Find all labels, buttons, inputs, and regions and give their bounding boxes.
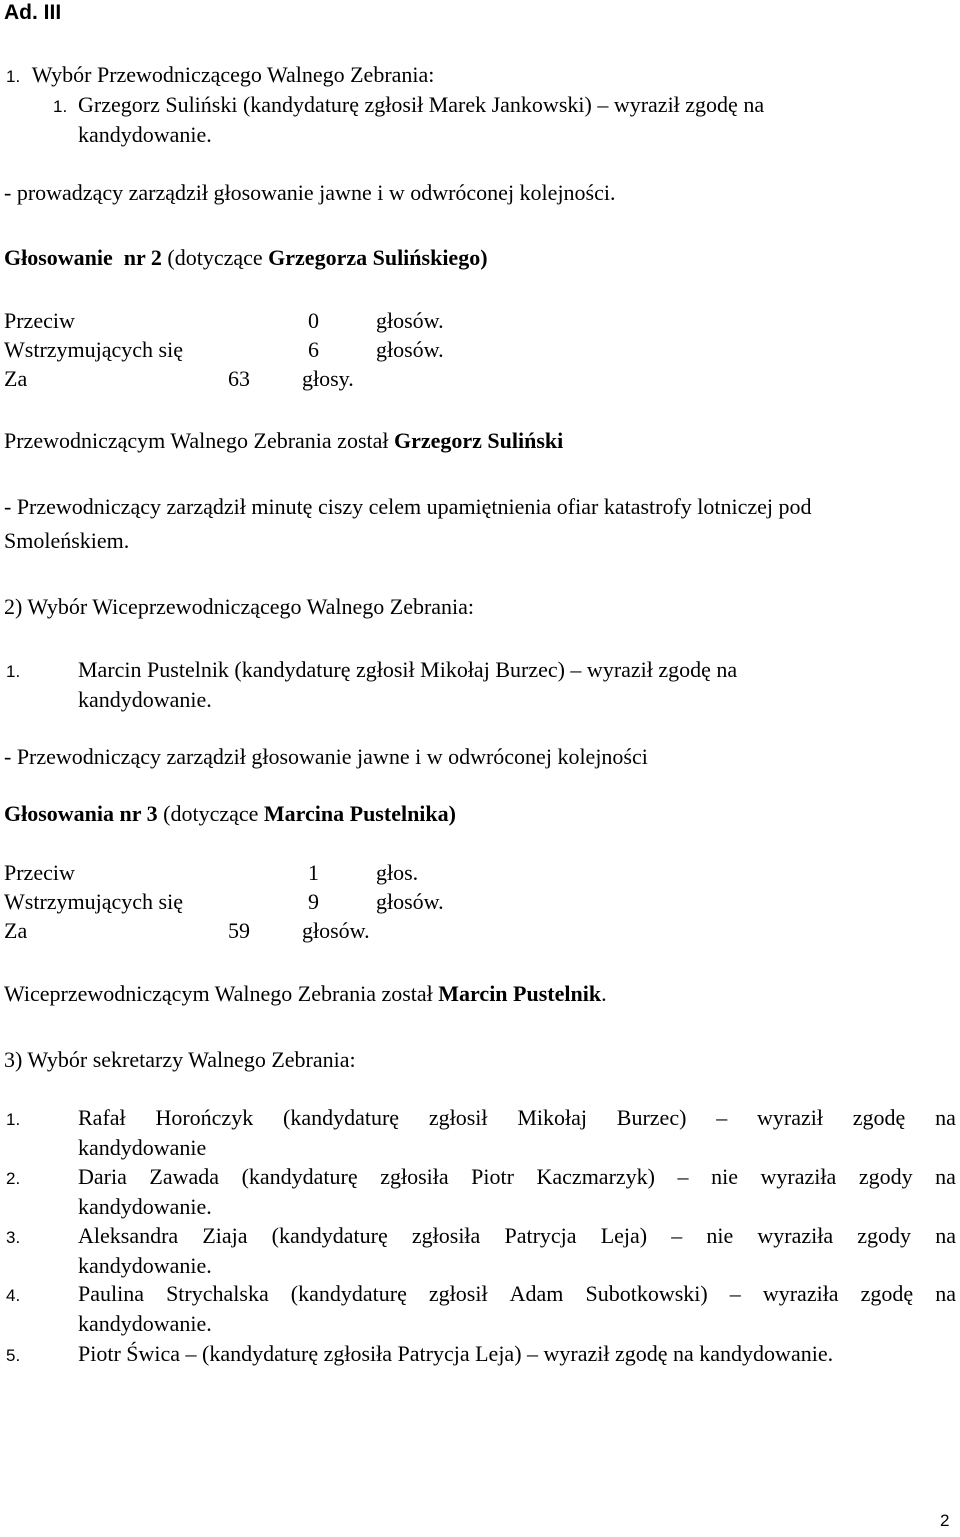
s2-vote-label: Głosowania nr 3 [4, 801, 158, 826]
s1-row-abstain-value: 6 [308, 337, 319, 362]
candidate-word: zgody [858, 1164, 913, 1189]
s1-minute-line1: - Przewodniczący zarządził minutę ciszy celem upamiętnienia ofiar katastrofy lotniczej pod [4, 494, 812, 519]
candidate-word: Rafał [78, 1105, 126, 1130]
candidate-word: zgody [857, 1223, 912, 1248]
candidate-number: 3. [6, 1228, 21, 1247]
candidate-line2: kandydowanie. [78, 1311, 212, 1336]
candidate-line1: Piotr Świca – (kandydaturę zgłosiła Patrycja Leja) – wyraził zgodę na kandydowanie. [78, 1341, 834, 1366]
candidate-word: (kandydaturę [290, 1281, 407, 1306]
candidate-word: zgłosiła [411, 1223, 481, 1248]
s2-row-abstain-value: 9 [308, 889, 319, 914]
candidate-line1 [78, 1283, 956, 1305]
candidate-number: 5. [6, 1346, 21, 1365]
s1-candidate-line2: kandydowanie. [78, 122, 212, 147]
s1-vote-label: Głosowanie nr 2 [4, 245, 162, 270]
candidate-word: zgodę [852, 1105, 906, 1130]
section-3-title: 3) Wybór sekretarzy Walnego Zebrania: [4, 1047, 356, 1072]
candidate-word: (kandydaturę [283, 1105, 400, 1130]
s1-row-against-unit: głosów. [376, 308, 444, 333]
s1-row-for-label: Za [4, 366, 28, 391]
candidate-word: Aleksandra [78, 1223, 179, 1248]
s1-row-against-label: Przeciw [4, 308, 75, 333]
candidate-word: Horończyk [155, 1105, 254, 1130]
s2-candidate-number: 1. [6, 662, 21, 681]
candidate-line2: kandydowanie. [78, 1194, 212, 1219]
candidate-word: Mikołaj [517, 1105, 587, 1130]
s1-vote-title [4, 247, 488, 269]
s1-row-abstain-unit: głosów. [376, 337, 444, 362]
candidate-word: na [935, 1223, 956, 1248]
candidate-word: wyraziła [757, 1223, 834, 1248]
s2-vote-name: Marcina Pustelnika) [263, 801, 456, 826]
candidate-word: nie [706, 1223, 734, 1248]
section-1-title-text: Wybór Przewodniczącego Walnego Zebrania: [31, 62, 435, 87]
s1-result-name: Grzegorz Suliński [394, 428, 564, 453]
candidate-word: Daria [78, 1164, 127, 1189]
candidate-word: (kandydaturę [241, 1164, 358, 1189]
candidate-line1 [78, 1225, 956, 1247]
candidate-word: – [677, 1164, 689, 1189]
candidate-word: Kaczmarzyk) [536, 1164, 655, 1189]
s1-procedure-note: - prowadzący zarządził głosowanie jawne i w odwróconej kolejności. [4, 180, 616, 205]
candidate-word: Piotr [471, 1164, 514, 1189]
section-heading: Ad. III [4, 1, 62, 24]
s2-result-text: Wiceprzewodniczącym Walnego Zebrania został [4, 981, 433, 1006]
candidate-word: na [935, 1105, 956, 1130]
s2-result-name: Marcin Pustelnik [438, 981, 602, 1006]
candidate-word: nie [711, 1164, 738, 1189]
section-1-title [6, 64, 434, 86]
s2-row-for-unit: głosów. [302, 918, 370, 943]
candidate-word: – [716, 1105, 728, 1130]
s2-candidate-line1: Marcin Pustelnik (kandydaturę zgłosił Mikołaj Burzec) – wyraził zgodę na [78, 657, 738, 682]
candidate-word: Patrycja [504, 1223, 577, 1248]
s2-row-against-label: Przeciw [4, 860, 75, 885]
candidate-number: 2. [6, 1169, 21, 1188]
s2-row-for-label: Za [4, 918, 28, 943]
s2-vote-title [4, 803, 456, 825]
candidate-word: zgłosił [428, 1281, 488, 1306]
s1-result-text: Przewodniczącym Walnego Zebrania został [4, 428, 389, 453]
s2-result [4, 983, 607, 1005]
candidate-word: zgłosiła [380, 1164, 449, 1189]
candidate-word: wyraziła [762, 1281, 839, 1306]
candidate-word: Strychalska [166, 1281, 269, 1306]
candidate-word: Zawada [149, 1164, 220, 1189]
candidate-line2: kandydowanie. [78, 1253, 212, 1278]
page-number: 2 [940, 1511, 950, 1530]
candidate-word: Paulina [78, 1281, 144, 1306]
candidate-word: zgłosił [428, 1105, 488, 1130]
s1-vote-mid: (dotyczące [167, 245, 263, 270]
s2-procedure-note: - Przewodniczący zarządził głosowanie jawne i w odwróconej kolejności [4, 744, 648, 769]
candidate-word: Subotkowski) [585, 1281, 708, 1306]
candidate-line2: kandydowanie [78, 1135, 207, 1160]
candidate-word: wyraziła [760, 1164, 837, 1189]
candidate-word: Burzec) [616, 1105, 687, 1130]
candidate-word: Leja) [600, 1223, 648, 1248]
s1-vote-name: Grzegorza Sulińskiego) [268, 245, 488, 270]
section-1-number: 1. [6, 67, 21, 86]
s2-row-for-value: 59 [228, 918, 250, 943]
candidate-word: (kandydaturę [271, 1223, 388, 1248]
s1-result [4, 430, 563, 452]
candidate-word: zgodę [860, 1281, 914, 1306]
s2-vote-mid: (dotyczące [163, 801, 259, 826]
candidate-line1 [78, 1166, 956, 1188]
candidate-word: – [671, 1223, 683, 1248]
s2-row-abstain-unit: głosów. [376, 889, 444, 914]
section-2-title: 2) Wybór Wiceprzewodniczącego Walnego Zebrania: [4, 594, 475, 619]
s2-row-against-unit: głos. [376, 860, 419, 885]
candidate-word: – [729, 1281, 741, 1306]
s1-row-abstain-label: Wstrzymujących się [4, 337, 183, 362]
s2-row-abstain-label: Wstrzymujących się [4, 889, 183, 914]
candidate-number: 1. [6, 1110, 21, 1129]
candidate-word: na [935, 1164, 956, 1189]
s2-row-against-value: 1 [308, 860, 319, 885]
candidate-word: Ziaja [202, 1223, 248, 1248]
candidate-number: 4. [6, 1286, 21, 1305]
s1-candidate-line1: Grzegorz Suliński (kandydaturę zgłosił Marek Jankowski) – wyraził zgodę na [78, 92, 765, 117]
s1-candidate-number: 1. [53, 97, 68, 116]
s1-row-against-value: 0 [308, 308, 319, 333]
s2-candidate-line2: kandydowanie. [78, 687, 212, 712]
s1-row-for-value: 63 [228, 366, 250, 391]
candidate-word: wyraził [757, 1105, 823, 1130]
s1-row-for-unit: głosy. [302, 366, 354, 391]
candidate-line1 [78, 1107, 956, 1129]
s1-minute-line2: Smoleńskiem. [4, 528, 130, 553]
candidate-word: na [935, 1281, 956, 1306]
candidate-word: Adam [509, 1281, 564, 1306]
s2-result-end: . [601, 981, 607, 1006]
